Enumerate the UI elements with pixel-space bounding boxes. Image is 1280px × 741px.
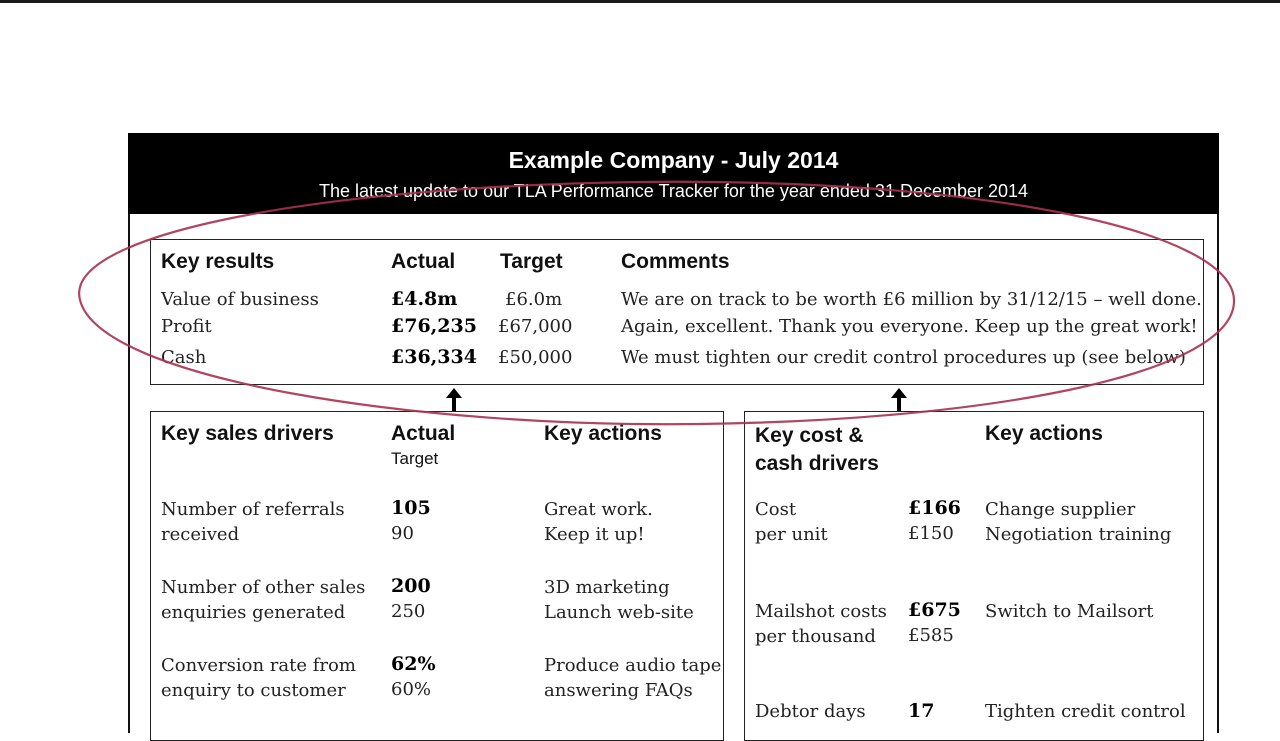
sales-driver-actual: 105 [391, 497, 431, 519]
cost-driver-actions: Change supplier Negotiation training [985, 499, 1172, 545]
cost-driver-actual: £166 [908, 497, 961, 519]
sales-driver-label: Conversion rate from enquiry to customer [161, 655, 356, 701]
sales-driver-actions: Great work. Keep it up! [544, 499, 653, 545]
sales-driver-actual: 62% [391, 653, 436, 675]
sales-driver-target: 250 [391, 601, 426, 622]
cost-driver-target: £150 [908, 523, 954, 544]
result-comment: We must tighten our credit control procedures up (see below) [621, 347, 1186, 368]
page-title: Example Company - July 2014 [508, 147, 839, 173]
arrow-up-icon [889, 386, 909, 412]
sales-driver-actions: Produce audio tape answering FAQs [544, 655, 722, 701]
sales-target-heading: Target [391, 449, 439, 468]
sales-driver-actions: 3D marketing Launch web-site [544, 577, 694, 623]
top-rule [0, 0, 1280, 3]
sales-drivers-heading: Key sales drivers [161, 422, 334, 445]
results-actual-heading: Actual [391, 250, 456, 273]
result-actual: £4.8m [391, 288, 458, 310]
cost-driver-actions: Tighten credit control [985, 701, 1186, 722]
result-actual: £76,235 [391, 315, 477, 337]
key-results-heading: Key results [161, 250, 275, 273]
arrow-up-icon [444, 386, 464, 412]
sales-driver-label: Number of other sales enquiries generated [161, 577, 366, 623]
cost-driver-target: £585 [908, 625, 954, 646]
sales-driver-actual: 200 [391, 575, 431, 597]
cost-driver-label: Mailshot costs per thousand [755, 601, 887, 647]
result-target: £67,000 [498, 316, 573, 337]
result-actual: £36,334 [391, 346, 477, 368]
result-target: £50,000 [498, 347, 573, 368]
title-banner [128, 133, 1219, 214]
cost-actions-heading: Key actions [985, 422, 1103, 445]
sales-driver-target: 60% [391, 679, 432, 700]
cost-driver-actual: 17 [908, 700, 935, 722]
sales-driver-target: 90 [391, 523, 414, 544]
result-comment: We are on track to be worth £6 million by 31/12/15 – well done. [621, 289, 1202, 310]
result-comment: Again, excellent. Thank you everyone. Keep up the great work! [621, 316, 1198, 337]
result-label: Cash [161, 347, 207, 368]
cost-drivers-heading: Key cost & cash drivers [755, 424, 879, 475]
result-label: Value of business [161, 289, 319, 310]
cost-driver-label: Debtor days [755, 701, 866, 722]
sales-actions-heading: Key actions [544, 422, 662, 445]
sales-actual-heading: Actual [391, 422, 456, 445]
results-target-heading: Target [500, 250, 563, 273]
cost-driver-actual: £675 [908, 599, 961, 621]
results-comments-heading: Comments [621, 250, 730, 273]
sales-driver-label: Number of referrals received [161, 499, 345, 545]
cost-driver-actions: Switch to Mailsort [985, 601, 1154, 622]
result-target: £6.0m [505, 289, 563, 310]
page-subtitle: The latest update to our TLA Performance Tracker for the year ended 31 December 2014 [318, 181, 1029, 201]
cost-driver-label: Cost per unit [755, 499, 828, 545]
result-label: Profit [161, 316, 212, 337]
